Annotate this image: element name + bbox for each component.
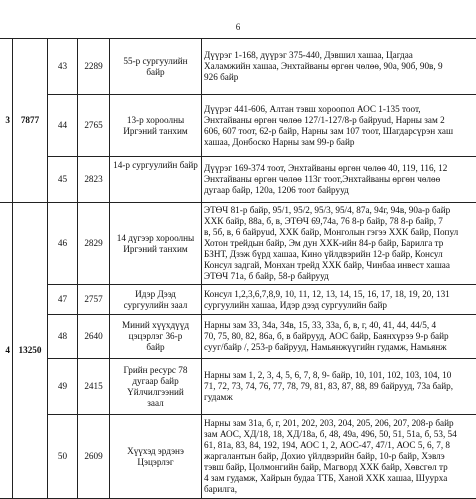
row-count: 2289 (78, 39, 110, 95)
row-count: 2609 (78, 415, 110, 499)
table-row (0, 315, 476, 359)
row-number: 46 (48, 203, 78, 285)
location-name: 14 дүгээр хороолны Иргэний танхим (110, 203, 202, 285)
group-total: 13250 (13, 203, 48, 499)
page-number: 6 (0, 22, 476, 32)
address-cell: Нарны зам 1, 2, 3, 4, 5, 6, 7, 8, 9- байр, 10, 101, 102, 103, 104, 10 71, 72, 73, 74, 76, 77, 78, 79, 81, 83, 87, 88, 89 байрууд, 73а байр, гудамж (202, 359, 476, 415)
row-count: 2640 (78, 315, 110, 359)
row-count: 2823 (78, 157, 110, 203)
table-row (0, 285, 476, 315)
row-number: 50 (48, 415, 78, 499)
address-cell: Дүүрэг 441-606, Алтан тэвш хороопол АОС 1-135 тоот, Энхтайваны өргөн чөлөө 127/1-127/8-р байруud, Нарны зам 2 606, 607 тоот, 62-р байр, Нарны зам 107 тоот, Шагдарсүрэн хаш хашаа, Донбоско Нарны зам 99-р байр (202, 95, 476, 157)
row-count: 2757 (78, 285, 110, 315)
row-number: 48 (48, 315, 78, 359)
group-total: 7877 (13, 39, 48, 203)
table-row (0, 359, 476, 415)
address-cell: ЭТӨЧ 81-р байр, 95/1, 95/2, 95/3, 95/4, 87а, 94г, 94в, 90а-р байр ХХК байр, 88а, б, в, ЭТӨЧ 69,74а, 76 8-р байр, 78 8-р байр, 7 в, 5б, в, 6 байруud, ХХК байр, Монголын гэгээ ХХК байр, Попул Хотон трейдын байр, Эм дун ХХК-ийн 84-р байр, Барилга тр БЗНТ, Дзэж бүрд хашаа, Кино үйлдвэрийн 12-р байр, Консул Консул задгай, Монхан трейд ХХК байр, Чинбаа инвест хашаа ЭТӨЧ 71а, б байр, 58-р байрууд (202, 203, 476, 285)
row-number: 45 (48, 157, 78, 203)
table-row (0, 157, 476, 203)
row-count: 2765 (78, 95, 110, 157)
table-row (0, 203, 476, 285)
table-row (0, 95, 476, 157)
address-cell: Консул 1,2,3,6,7,8,9, 10, 11, 12, 13, 14, 15, 16, 17, 18, 19, 20, 131 сургуулийн хашаа, Идэр дээд сургуулийн байр (202, 285, 476, 315)
location-name: 55-р сургуулийн байр (110, 39, 202, 95)
table-row (0, 39, 476, 95)
row-number: 44 (48, 95, 78, 157)
location-name: Хүүхэд эрдэнэ Цэцэрлэг (110, 415, 202, 499)
address-cell: Нарны зам 33, 34а, 34в, 15, 33, 33а, б, в, г, 40, 41, 44, 44/5, 4 70, 75, 80, 82, 86а, б, в байрууд, АОС байр, Баянхүрээ 9-р байр сууг/байр /, 253-р байрууд, Намьянжүүгийн гудамж, Намьянж (202, 315, 476, 359)
location-name: 13-р хороолны Иргэний танхим (110, 95, 202, 157)
row-count: 2829 (78, 203, 110, 285)
row-number: 49 (48, 359, 78, 415)
location-name: Грийн ресурс 78 дугаар байр Үйлчилгээний заал (110, 359, 202, 415)
location-name: Миний хүүхдүүд цэцэрлэг 36-р байр (110, 315, 202, 359)
row-number: 47 (48, 285, 78, 315)
row-number: 43 (48, 39, 78, 95)
location-name: Идэр Дээд сургуулийн заал (110, 285, 202, 315)
address-cell: Дүүрэг 1-168, дүүрэг 375-440, Дэвшил хашаа, Цагдаа Халамжийн хашаа, Энхтайваны өргөн чөлөө, 90а, 90б, 90в, 9 926 байр (202, 39, 476, 95)
address-cell: Дүүрэг 169-374 тоот, Энхтайваны өргөн чөлөө 40, 119, 116, 12 Энхтайваны өргөн чөлөө 113г тоот,Энхтайваны өргөн чөлөө дугаар байр, 120а, 1206 тоот байрууд (202, 157, 476, 203)
row-count: 2415 (78, 359, 110, 415)
group-label: 3 (0, 39, 13, 203)
district-table (0, 38, 476, 499)
address-cell: Нарны зам 31а, б, г, 201, 202, 203, 204, 205, 206, 207, 208-р байр зам АОС, ХД/18, 18, ХД/18а, б, 48, 49а, 496, 50, 51, 51а, б, 53, 54 61, 81а, 83, 84, 192, 194, АОС 1, 2, АОС-47, 47/1, АОС 5, 6, 7, 8 жаргалантын байр, Дохио үйлдвэрийн байр, 10-р байр, Хэвлэ тэвш байр, Цолмонгийн байр, Магворд ХХК байр, Хөвсгөл тр 4 зам гудамж, Хайрын будаа ТТБ, Ханой ХХК хашаа, Шуурха барилга, (202, 415, 476, 499)
table-row (0, 415, 476, 499)
group-label: 4 (0, 203, 13, 499)
location-name: 14-р сургуулийн байр (110, 157, 202, 203)
